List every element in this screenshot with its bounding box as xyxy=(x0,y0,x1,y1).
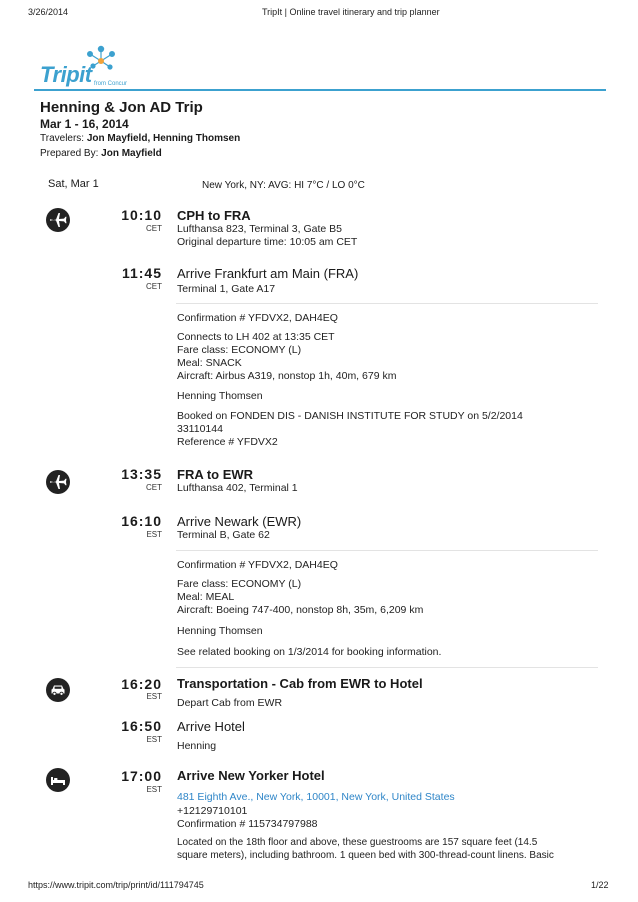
departure-timezone: CET xyxy=(146,224,162,233)
tripit-logo[interactable] xyxy=(38,44,138,90)
booking-number: 33110144 xyxy=(177,423,223,435)
airplane-icon xyxy=(46,470,70,494)
header-rule xyxy=(34,89,606,91)
room-description-line-2: square meters), including bathroom. 1 queen bed with 300-thread-count linens. Basic xyxy=(177,850,554,861)
pickup-timezone: EST xyxy=(146,692,162,701)
departure-time: 13:35 xyxy=(121,466,162,482)
fare-class: Fare class: ECONOMY (L) xyxy=(177,578,302,590)
hotel-bed-icon xyxy=(46,768,70,792)
arrival-timezone: EST xyxy=(146,530,162,539)
prepared-by-name: Jon Mayfield xyxy=(101,148,162,159)
confirmation-number: Confirmation # YFDVX2, DAH4EQ xyxy=(177,312,338,324)
transport-depart: Depart Cab from EWR xyxy=(177,697,283,709)
day-label: Sat, Mar 1 xyxy=(48,178,99,190)
flight-details: Lufthansa 402, Terminal 1 xyxy=(177,482,298,494)
transport-title[interactable]: Transportation - Cab from EWR to Hotel xyxy=(177,676,423,691)
aircraft-info: Aircraft: Boeing 747-400, nonstop 8h, 35m, 6,209 km xyxy=(177,604,424,616)
logo-subtext: from Concur xyxy=(94,81,128,87)
confirmation-number: Confirmation # YFDVX2, DAH4EQ xyxy=(177,559,338,571)
page-number: 1/22 xyxy=(591,880,609,890)
aircraft-info: Aircraft: Airbus A319, nonstop 1h, 40m, 679 km xyxy=(177,370,397,382)
hotel-address-link[interactable]: 481 Eighth Ave., New York, 10001, New York, United States xyxy=(177,791,455,803)
arrival-time: 16:10 xyxy=(121,513,162,529)
print-page-title: TripIt | Online travel itinerary and trip planner xyxy=(262,7,440,17)
arrival-timezone: EST xyxy=(146,735,162,744)
travelers-label: Travelers: xyxy=(40,133,85,144)
car-icon xyxy=(46,678,70,702)
hotel-phone: +12129710101 xyxy=(177,805,248,817)
divider xyxy=(176,303,598,304)
print-date: 3/26/2014 xyxy=(28,7,69,17)
traveler-name: Henning Thomsen xyxy=(177,390,263,402)
arrival-terminal: Terminal B, Gate 62 xyxy=(177,529,270,541)
arrival-note: Henning xyxy=(177,740,217,752)
prepared-label: Prepared By: xyxy=(40,148,99,159)
divider xyxy=(176,667,598,668)
check-in-time: 17:00 xyxy=(121,768,162,784)
original-departure: Original departure time: 10:05 am CET xyxy=(177,236,358,248)
meal-info: Meal: SNACK xyxy=(177,357,242,369)
arrival-title: Arrive Newark (EWR) xyxy=(177,514,302,529)
departure-timezone: CET xyxy=(146,483,162,492)
connection-info: Connects to LH 402 at 13:35 CET xyxy=(177,331,335,343)
flight-route-title[interactable]: CPH to FRA xyxy=(177,208,251,223)
reference-number: Reference # YFDVX2 xyxy=(177,436,278,448)
divider xyxy=(176,550,598,551)
check-in-timezone: EST xyxy=(146,785,162,794)
fare-class: Fare class: ECONOMY (L) xyxy=(177,344,302,356)
prepared-by-line xyxy=(40,148,162,159)
travelers-names: Jon Mayfield, Henning Thomsen xyxy=(86,133,241,144)
pickup-time: 16:20 xyxy=(121,676,162,692)
arrival-title: Arrive Hotel xyxy=(177,719,245,734)
arrival-timezone: CET xyxy=(146,282,162,291)
arrival-time: 11:45 xyxy=(121,265,162,281)
print-url: https://www.tripit.com/trip/print/id/111794745 xyxy=(28,880,204,890)
meal-info: Meal: MEAL xyxy=(177,591,235,603)
booking-info: Booked on FONDEN DIS - DANISH INSTITUTE FOR STUDY on 5/2/2014 xyxy=(177,410,523,422)
hotel-title[interactable]: Arrive New Yorker Hotel xyxy=(177,768,325,783)
airplane-icon xyxy=(46,208,70,232)
room-description-line-1: Located on the 18th floor and above, these guestrooms are 157 square feet (14.5 xyxy=(177,837,538,848)
flight-route-title[interactable]: FRA to EWR xyxy=(177,467,254,482)
travelers-line xyxy=(40,133,240,144)
flight-details: Lufthansa 823, Terminal 3, Gate B5 xyxy=(177,223,342,235)
logo-text: Tripit xyxy=(40,62,92,87)
trip-title: Henning & Jon AD Trip xyxy=(40,99,203,116)
arrival-title: Arrive Frankfurt am Main (FRA) xyxy=(177,266,359,281)
departure-time: 10:10 xyxy=(121,207,162,223)
related-booking: See related booking on 1/3/2014 for booking information. xyxy=(177,646,442,658)
trip-dates: Mar 1 - 16, 2014 xyxy=(40,117,129,131)
arrival-terminal: Terminal 1, Gate A17 xyxy=(177,283,276,295)
traveler-name: Henning Thomsen xyxy=(177,625,263,637)
weather-summary: New York, NY: AVG: HI 7°C / LO 0°C xyxy=(202,180,365,191)
arrival-time: 16:50 xyxy=(121,718,162,734)
hotel-confirmation: Confirmation # 115734797988 xyxy=(177,818,318,830)
